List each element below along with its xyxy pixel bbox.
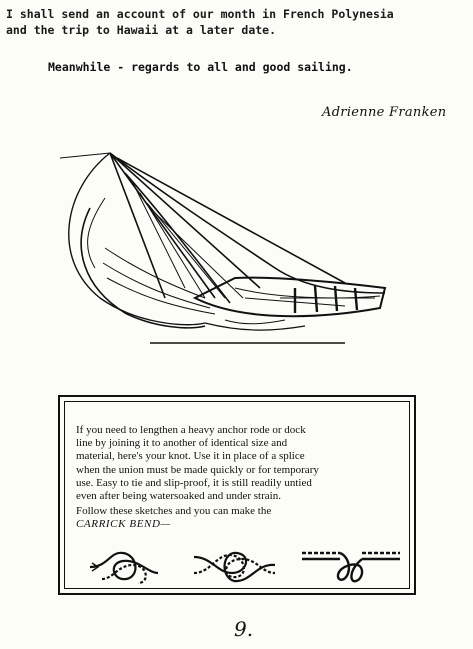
letter-line-2: and the trip to Hawaii at a later date.	[6, 23, 277, 37]
tip-line-5: use. Easy to tie and slip-proof, it is still readily untied	[76, 476, 312, 489]
letter-line-1: I shall send an account of our month in French Polynesia	[6, 7, 394, 21]
letter-text	[6, 6, 471, 38]
page-number: 9.	[234, 617, 254, 641]
sailboat-heeling-sketch	[45, 148, 395, 358]
tip-line-2: line by joining it to another of identical size and	[76, 437, 288, 450]
tip-text	[76, 424, 414, 532]
signature: Adrienne Franken	[322, 105, 447, 120]
tip-line-4: when the union must be made quickly or for temporary	[76, 463, 319, 476]
tip-line-1: If you need to lengthen a heavy anchor rode or dock	[76, 424, 306, 436]
carrick-bend-finished-icon	[300, 543, 402, 585]
carrick-bend-step-1-icon	[88, 543, 160, 585]
tip-line-3: material, here's your knot. Use it in place of a splice	[76, 450, 305, 463]
tip-line-6: even after being watersoaked and under strain.	[76, 490, 281, 503]
letter-line-3: Meanwhile - regards to all and good sailing.	[48, 60, 353, 74]
tip-follow: Follow these sketches and you can make the	[76, 505, 272, 518]
carrick-bend-step-2-icon	[192, 543, 277, 585]
knot-name: CARRICK BEND—	[76, 518, 171, 531]
